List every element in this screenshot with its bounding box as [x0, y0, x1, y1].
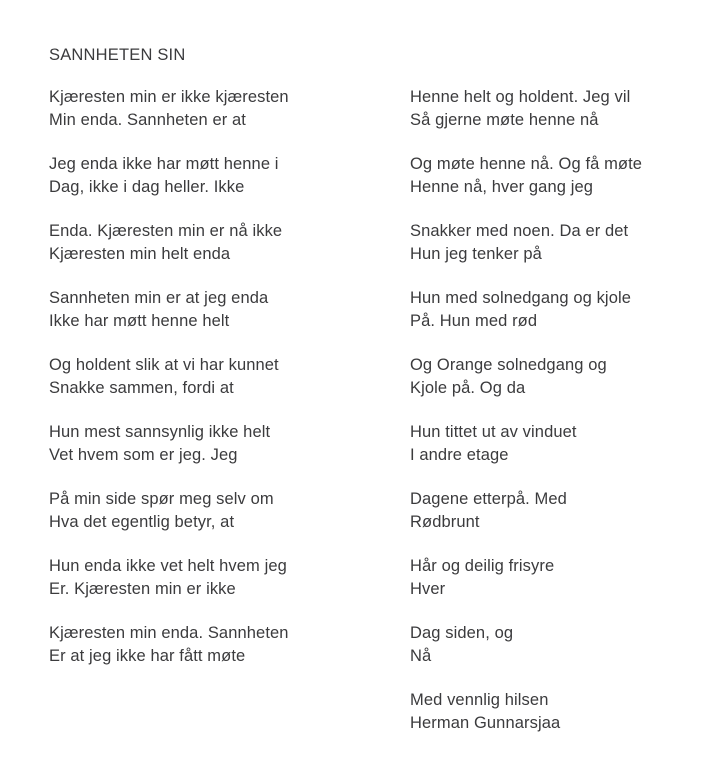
- poem-line: Kjæresten min er ikke kjæresten: [49, 88, 289, 106]
- poem-line: Min enda. Sannheten er at: [49, 111, 246, 129]
- poem-line: Nå: [410, 647, 432, 665]
- poem-line: På min side spør meg selv om: [49, 490, 274, 508]
- poem-column-right: [410, 86, 700, 735]
- poem-stanza: [410, 555, 700, 601]
- poem-line: Så gjerne møte henne nå: [410, 111, 599, 129]
- poem-line: Hva det egentlig betyr, at: [49, 513, 235, 531]
- poem-line: Og holdent slik at vi har kunnet: [49, 356, 279, 374]
- poem-line: Og Orange solnedgang og: [410, 356, 607, 374]
- poem-stanza: [410, 689, 700, 735]
- poem-line: I andre etage: [410, 446, 509, 464]
- poem-line: Herman Gunnarsjaa: [410, 714, 561, 732]
- poem-stanza: [49, 354, 389, 400]
- poem-line: Enda. Kjæresten min er nå ikke: [49, 222, 283, 240]
- poem-line: Hår og deilig frisyre: [410, 557, 555, 575]
- poem-line: Kjæresten min enda. Sannheten: [49, 624, 289, 642]
- poem-stanza: [49, 555, 389, 601]
- poem-line: Hun tittet ut av vinduet: [410, 423, 577, 441]
- poem-line: Hun mest sannsynlig ikke helt: [49, 423, 271, 441]
- poem-line: Kjole på. Og da: [410, 379, 526, 397]
- poem-stanza: [49, 220, 389, 266]
- poem-line: På. Hun med rød: [410, 312, 538, 330]
- poem-line: Henne helt og holdent. Jeg vil: [410, 88, 631, 106]
- poem-stanza: [49, 488, 389, 534]
- poem-line: Hun enda ikke vet helt hvem jeg: [49, 557, 287, 575]
- poem-stanza: [410, 287, 700, 333]
- poem-line: Henne nå, hver gang jeg: [410, 178, 594, 196]
- poem-line: Ikke har møtt henne helt: [49, 312, 230, 330]
- poem-column-left: [49, 86, 389, 668]
- poem-line: Hun jeg tenker på: [410, 245, 542, 263]
- poem-line: Med vennlig hilsen: [410, 691, 549, 709]
- poem-line: Snakke sammen, fordi at: [49, 379, 234, 397]
- poem-line: Og møte henne nå. Og få møte: [410, 155, 643, 173]
- poem-line: Er at jeg ikke har fått møte: [49, 647, 246, 665]
- poem-stanza: [49, 622, 389, 668]
- poem-stanza: [49, 153, 389, 199]
- poem-line: Kjæresten min helt enda: [49, 245, 231, 263]
- page-title: SANNHETEN SIN: [49, 46, 186, 64]
- poem-line: Sannheten min er at jeg enda: [49, 289, 269, 307]
- poem-stanza: [49, 86, 389, 132]
- poem-line: Dagene etterpå. Med: [410, 490, 567, 508]
- poem-stanza: [49, 421, 389, 467]
- poem-stanza: [410, 153, 700, 199]
- poem-line: Hver: [410, 580, 446, 598]
- poem-stanza: [410, 354, 700, 400]
- poem-line: Hun med solnedgang og kjole: [410, 289, 632, 307]
- poem-line: Dag siden, og: [410, 624, 514, 642]
- poem-stanza: [410, 488, 700, 534]
- poem-line: Rødbrunt: [410, 513, 480, 531]
- poem-stanza: [49, 287, 389, 333]
- poem-line: Vet hvem som er jeg. Jeg: [49, 446, 238, 464]
- poem-stanza: [410, 86, 700, 132]
- poem-line: Er. Kjæresten min er ikke: [49, 580, 236, 598]
- poem-line: Dag, ikke i dag heller. Ikke: [49, 178, 245, 196]
- poem-line: Jeg enda ikke har møtt henne i: [49, 155, 279, 173]
- poem-line: Snakker med noen. Da er det: [410, 222, 629, 240]
- poem-stanza: [410, 421, 700, 467]
- poem-stanza: [410, 622, 700, 668]
- poem-stanza: [410, 220, 700, 266]
